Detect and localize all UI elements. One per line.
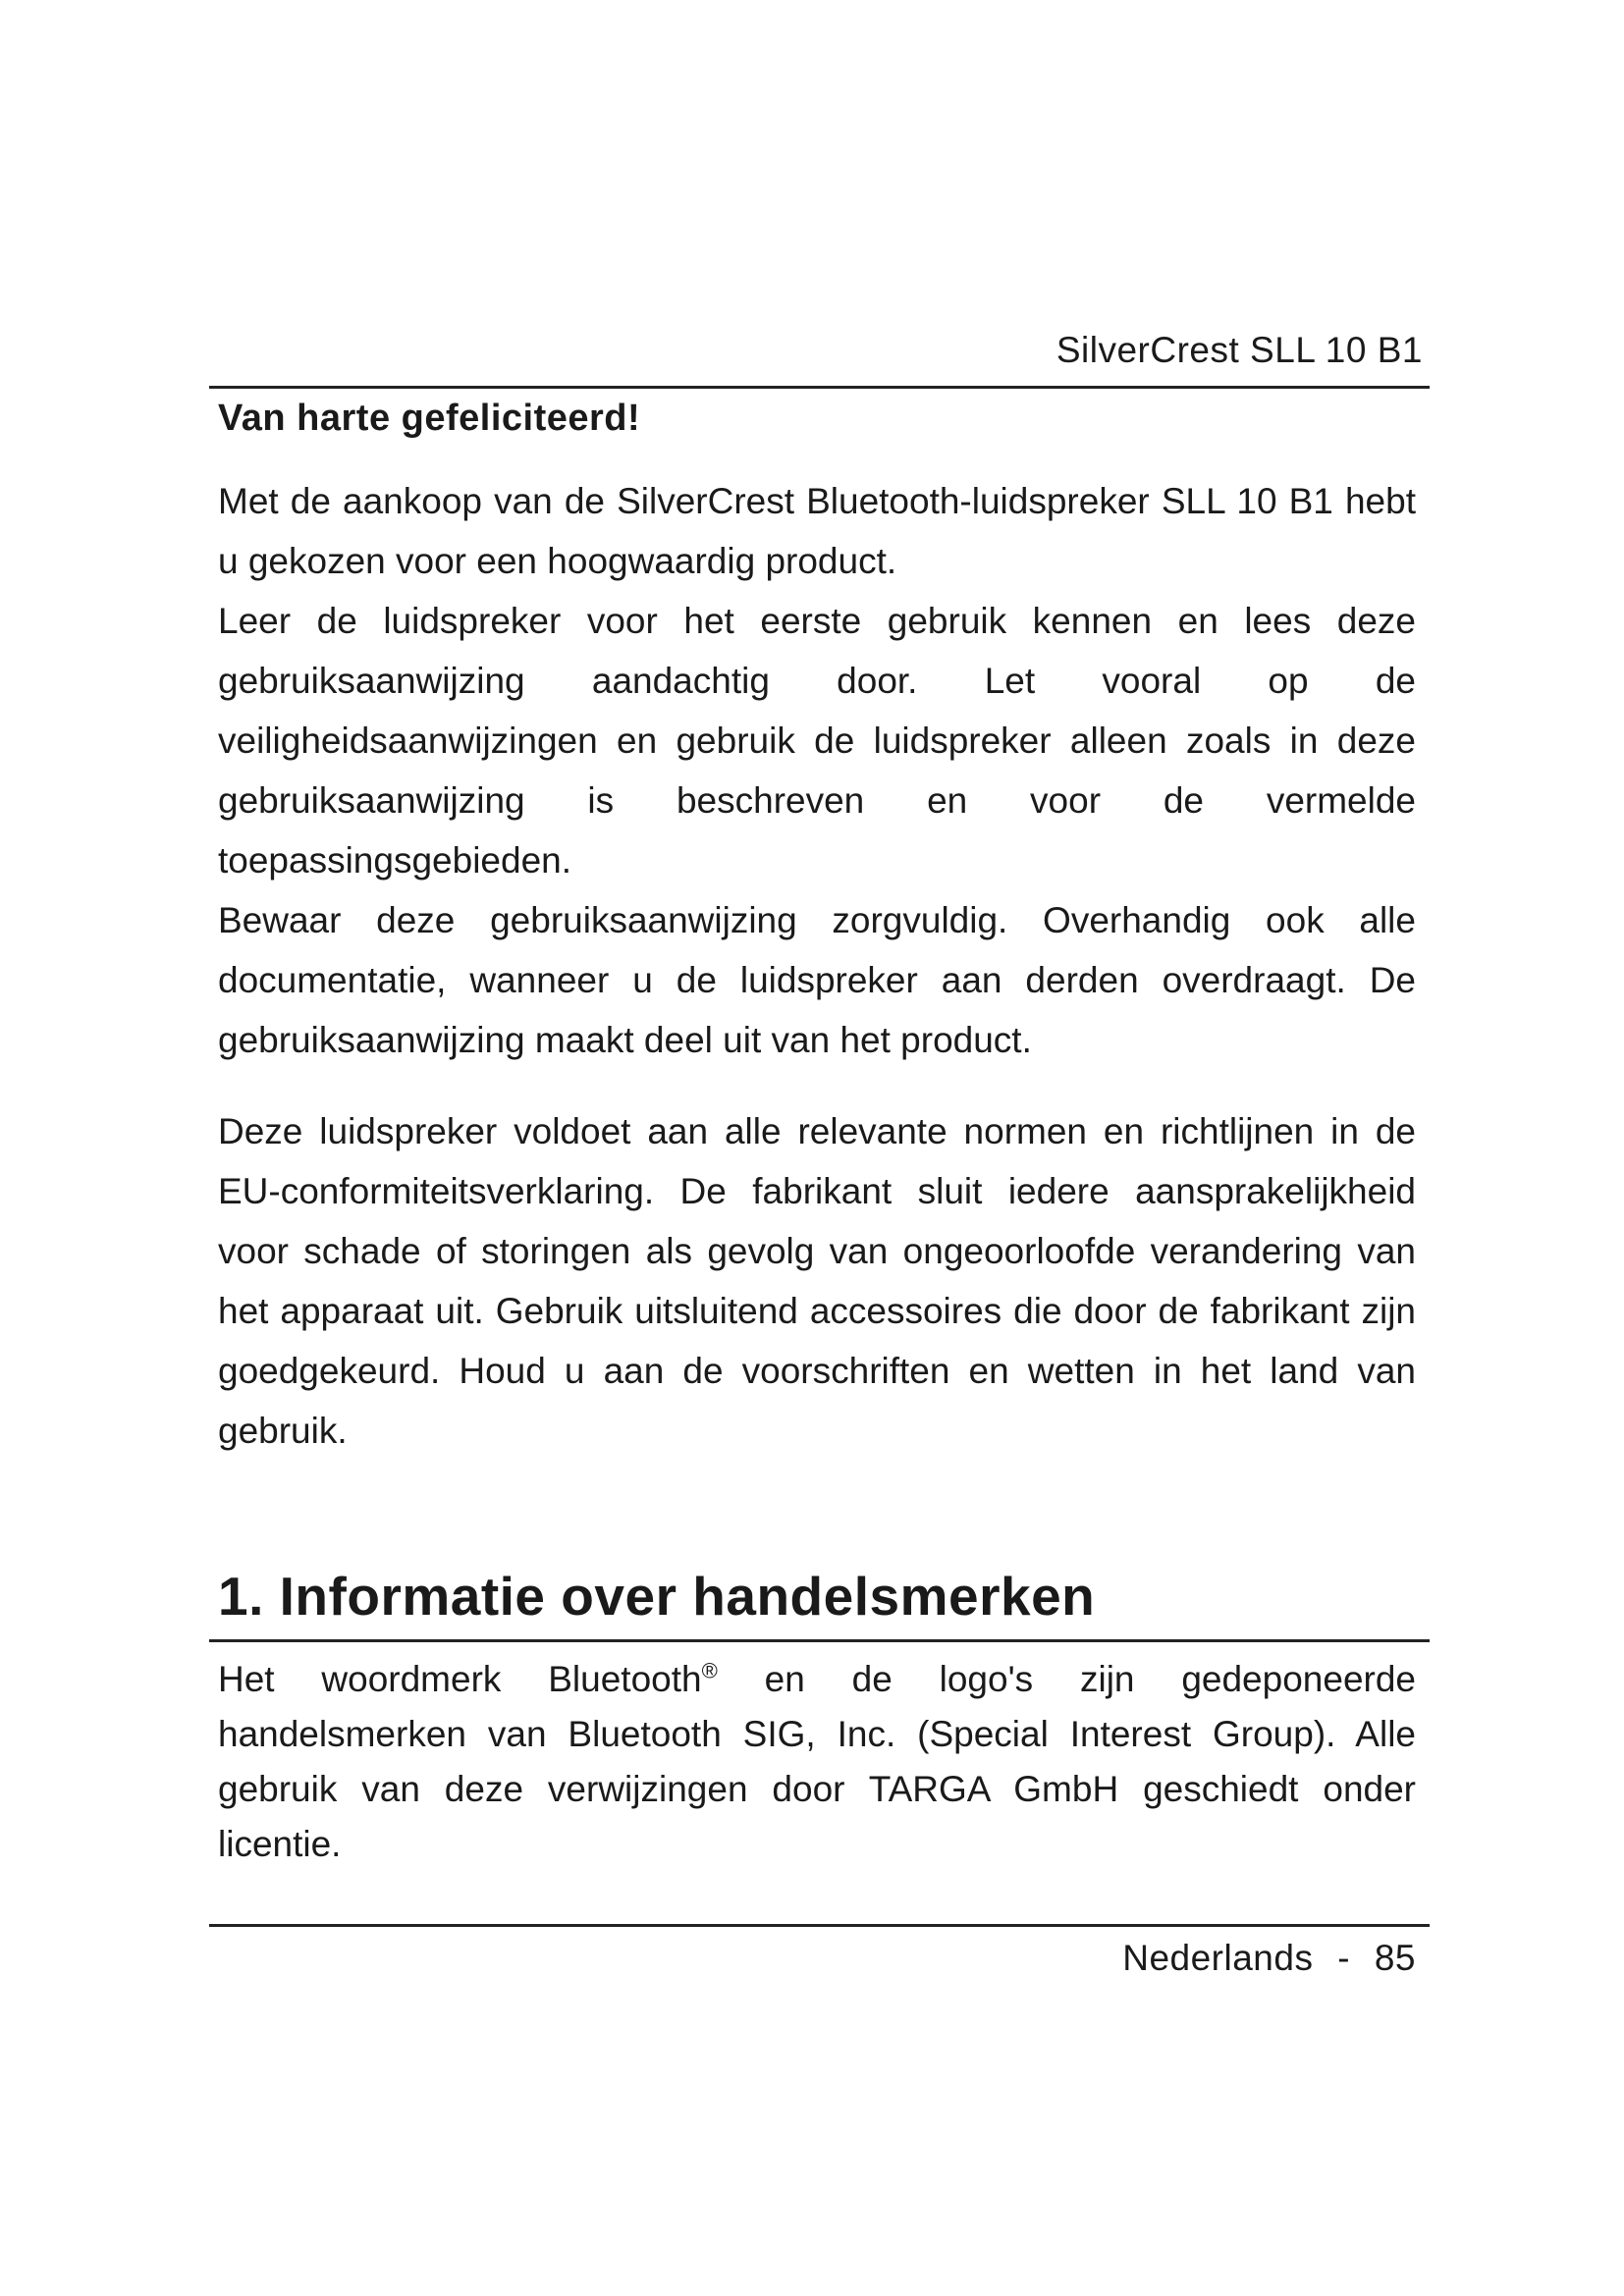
registered-mark: ®	[701, 1658, 718, 1683]
intro-paragraph-2: Leer de luidspreker voor het eerste gebruik kennen en lees deze gebruiksaanwijzing aandachtig door. Let vooral op de veiligheidsaanwijzingen en gebruik de luidspreker alleen zoals in deze gebruiksaanwijzing is beschreven en voor de vermelde toepassingsgebieden.	[218, 601, 1416, 881]
conformity-text	[218, 1101, 1416, 1461]
page-header	[1056, 330, 1423, 371]
footer-rule	[209, 1924, 1430, 1927]
intro-paragraph-3: Bewaar deze gebruiksaanwijzing zorgvuldig. Overhandig ook alle documentatie, wanneer u de luidspreker aan derden overdraagt. De gebruiksaanwijzing maakt deel uit van het product.	[218, 900, 1416, 1060]
trademark-text	[218, 1652, 1416, 1872]
page-footer	[1122, 1938, 1416, 1979]
intro-text	[218, 471, 1416, 1070]
header-product: SilverCrest SLL 10 B1	[1056, 330, 1423, 370]
intro-paragraph-1: Met de aankoop van de SilverCrest Bluetooth-luidspreker SLL 10 B1 hebt u gekozen voor een hoogwaardig product.	[218, 481, 1416, 581]
greeting-heading: Van harte gefeliciteerd!	[218, 398, 641, 439]
section-rule	[209, 1639, 1430, 1642]
footer-separator: -	[1337, 1938, 1351, 1978]
trademark-text-start: Het woordmerk Bluetooth	[218, 1659, 702, 1699]
conformity-paragraph: Deze luidspreker voldoet aan alle relevante normen en richtlijnen in de EU-conformiteitsverklaring. De fabrikant sluit iedere aansprakelijkheid voor schade of storingen als gevolg van ongeoorloofde verandering van het apparaat uit. Gebruik uitsluitend accessoires die door de fabrikant zijn goedgekeurd. Houd u aan de voorschriften en wetten in het land van gebruik.	[218, 1111, 1416, 1451]
footer-language: Nederlands	[1122, 1938, 1314, 1978]
header-rule	[209, 386, 1430, 389]
section-title: 1. Informatie over handelsmerken	[218, 1566, 1096, 1627]
trademark-paragraph	[218, 1652, 1416, 1872]
page-number: 85	[1374, 1938, 1416, 1978]
trademark-text-end: en de logo's zijn gedeponeerde handelsmerken van Bluetooth SIG, Inc. (Special Interest Group). Alle gebruik van deze verwijzingen door TARGA GmbH geschiedt onder licentie.	[218, 1659, 1417, 1864]
